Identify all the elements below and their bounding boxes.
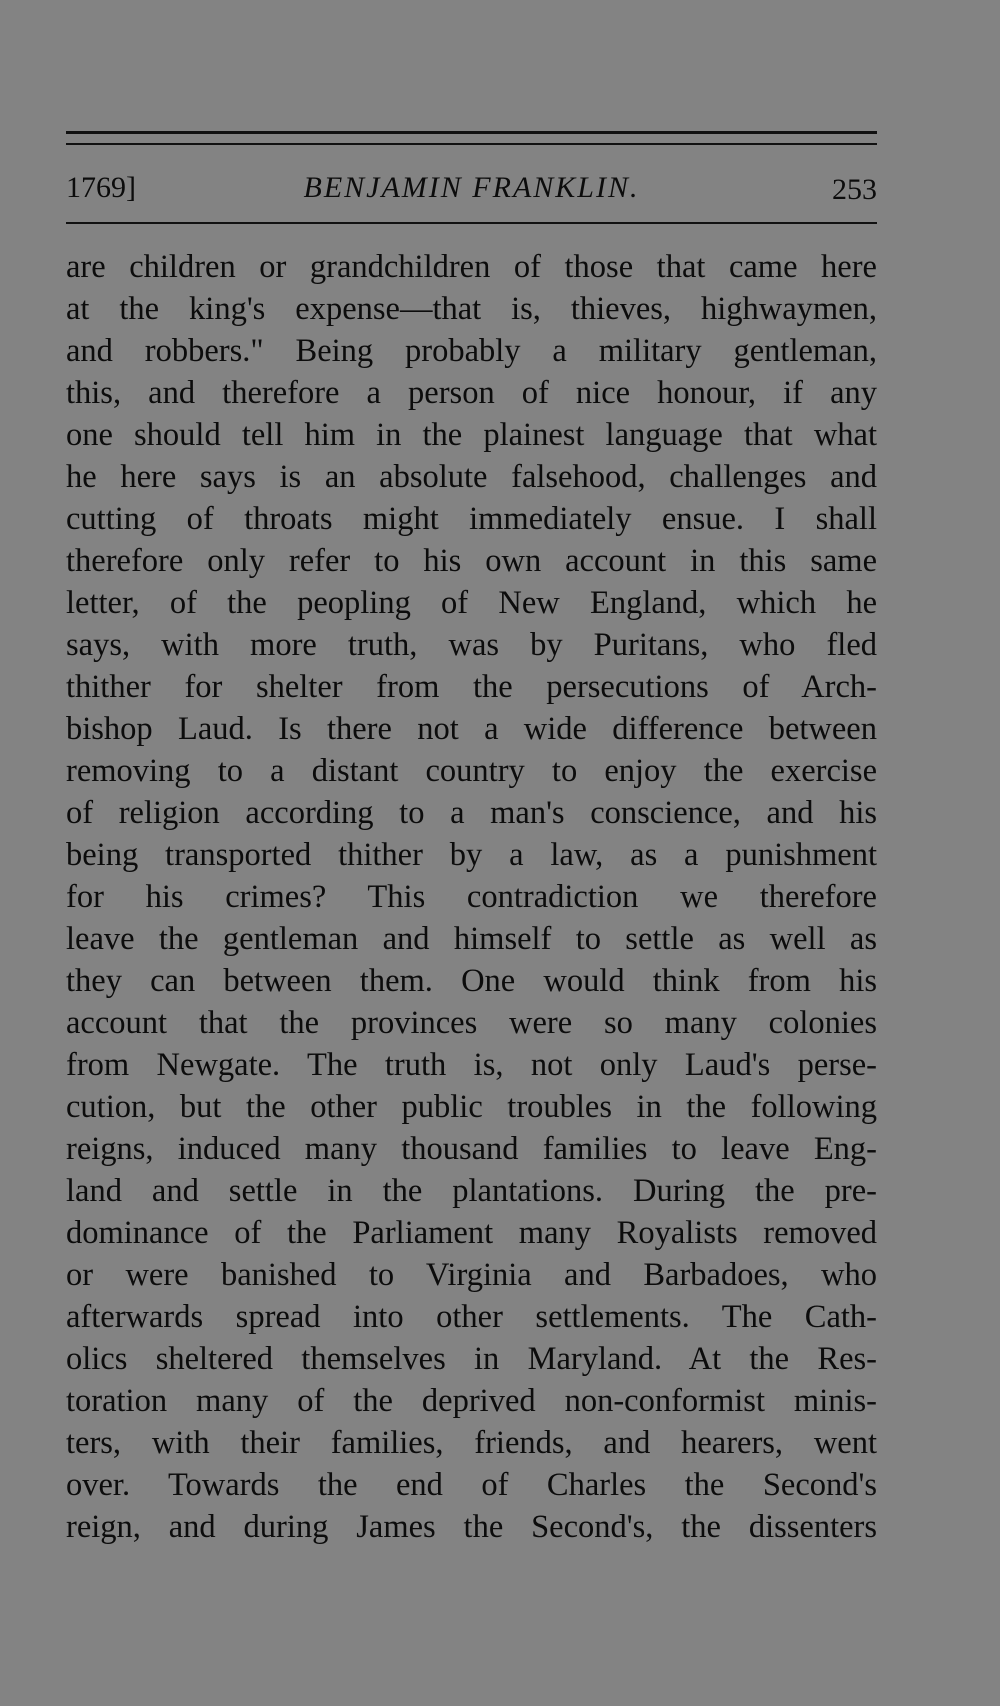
text-line: are children or grandchildren of those that came here bbox=[66, 249, 877, 285]
text-line: removing to a distant country to enjoy the exercise bbox=[66, 753, 877, 789]
text-line: ters, with their families, friends, and hearers, went bbox=[66, 1425, 877, 1461]
page-number: 253 bbox=[832, 173, 877, 206]
book-page bbox=[66, 0, 877, 1706]
header-year: 1769] bbox=[66, 171, 136, 204]
text-line: of religion according to a man's conscience, and his bbox=[66, 795, 877, 831]
text-line: afterwards spread into other settlements. The Cath- bbox=[66, 1299, 877, 1335]
running-head bbox=[66, 168, 877, 208]
top-rule-thin bbox=[66, 143, 877, 145]
text-line: bishop Laud. Is there not a wide difference between bbox=[66, 711, 877, 747]
text-line: leave the gentleman and himself to settle as well as bbox=[66, 921, 877, 957]
text-line: thither for shelter from the persecutions of Arch- bbox=[66, 669, 877, 705]
body-text bbox=[66, 246, 877, 1548]
text-line: toration many of the deprived non-conformist minis- bbox=[66, 1383, 877, 1419]
text-line: olics sheltered themselves in Maryland. At the Res- bbox=[66, 1341, 877, 1377]
text-line: reigns, induced many thousand families to leave Eng- bbox=[66, 1131, 877, 1167]
text-line: he here says is an absolute falsehood, challenges and bbox=[66, 459, 877, 495]
text-line: at the king's expense—that is, thieves, highwaymen, bbox=[66, 291, 877, 327]
text-line: says, with more truth, was by Puritans, who fled bbox=[66, 627, 877, 663]
header-title: BENJAMIN FRANKLIN. bbox=[303, 171, 640, 204]
text-line: account that the provinces were so many colonies bbox=[66, 1005, 877, 1041]
text-line: land and settle in the plantations. During the pre- bbox=[66, 1173, 877, 1209]
text-line: for his crimes? This contradiction we therefore bbox=[66, 879, 877, 915]
text-line: and robbers." Being probably a military gentleman, bbox=[66, 333, 877, 369]
text-line: cutting of throats might immediately ensue. I shall bbox=[66, 501, 877, 537]
text-line: dominance of the Parliament many Royalists removed bbox=[66, 1215, 877, 1251]
text-line: letter, of the peopling of New England, which he bbox=[66, 585, 877, 621]
text-line: cution, but the other public troubles in the following bbox=[66, 1089, 877, 1125]
text-line: from Newgate. The truth is, not only Laud's perse- bbox=[66, 1047, 877, 1083]
text-line: reign, and during James the Second's, the dissenters bbox=[66, 1509, 877, 1545]
top-rule bbox=[66, 131, 877, 134]
text-line: being transported thither by a law, as a punishment bbox=[66, 837, 877, 873]
text-line: over. Towards the end of Charles the Second's bbox=[66, 1467, 877, 1503]
header-rule bbox=[66, 222, 877, 224]
text-line: therefore only refer to his own account in this same bbox=[66, 543, 877, 579]
text-line: one should tell him in the plainest language that what bbox=[66, 417, 877, 453]
text-line: or were banished to Virginia and Barbadoes, who bbox=[66, 1257, 877, 1293]
text-line: they can between them. One would think from his bbox=[66, 963, 877, 999]
text-line: this, and therefore a person of nice honour, if any bbox=[66, 375, 877, 411]
